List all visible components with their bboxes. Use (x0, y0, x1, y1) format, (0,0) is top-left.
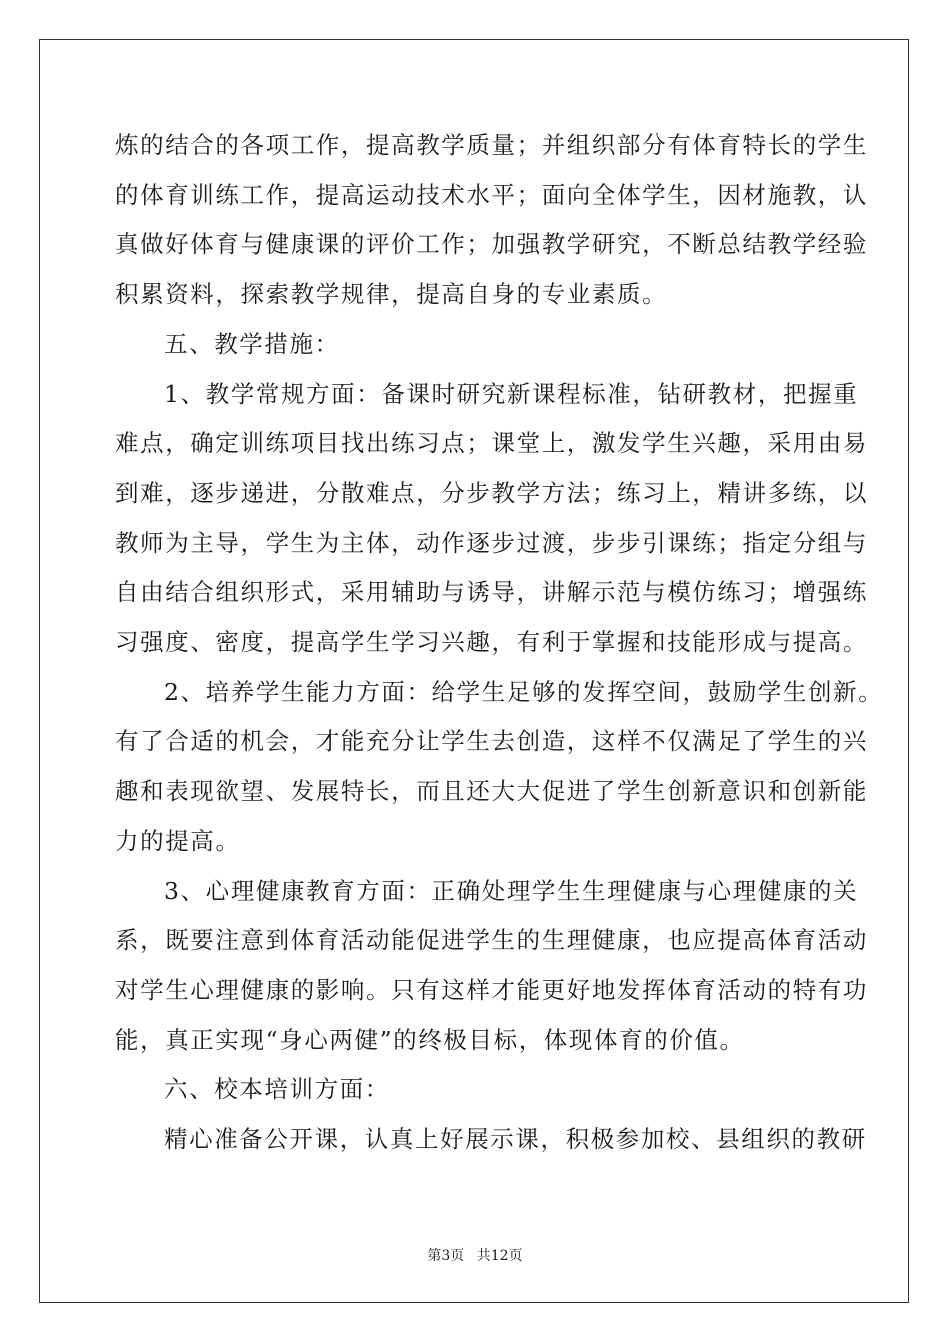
text-line: 趣和表现欲望、发展特长，而且还大大促进了学生创新意识和创新能 (115, 777, 868, 806)
text-line: 到难，逐步递进，分散难点，分步教学方法；练习上，精讲多练，以 (115, 478, 868, 507)
section-heading: 五、教学措施： (164, 329, 340, 358)
section-heading: 六、校本培训方面： (164, 1075, 390, 1104)
text-line: 有了合适的机会，才能充分让学生去创造，这样不仅满足了学生的兴 (115, 727, 868, 756)
page-number-total: 共12页 (476, 1248, 523, 1264)
text-line: 自由结合组织形式，采用辅助与诱导，讲解示范与模仿练习；增强练 (115, 578, 868, 607)
text-line: 积累资料，探索教学规律，提高自身的专业素质。 (115, 280, 668, 309)
text-line: 力的提高。 (115, 826, 241, 855)
text-line: 2、培养学生能力方面：给学生足够的发挥空间，鼓励学生创新。 (164, 677, 884, 706)
text-line: 系，既要注意到体育活动能促进学生的生理健康，也应提高体育活动 (115, 926, 868, 955)
text-line: 的体育训练工作，提高运动技术水平；面向全体学生，因材施教，认 (115, 180, 868, 209)
text-line: 1、教学常规方面：备课时研究新课程标准，钻研教材，把握重 (164, 379, 859, 408)
text-line: 炼的结合的各项工作，提高教学质量；并组织部分有体育特长的学生 (115, 131, 868, 159)
text-line: 习强度、密度，提高学生学习兴趣，有利于掌握和技能形成与提高。 (115, 628, 868, 656)
text-line: 能，真正实现“身心两健”的终极目标，体现体育的价值。 (115, 1025, 745, 1054)
text-line: 对学生心理健康的影响。只有这样才能更好地发挥体育活动的特有功 (115, 975, 868, 1004)
text-line: 精心准备公开课，认真上好展示课，积极参加校、县组织的教研 (164, 1125, 867, 1153)
text-line: 教师为主导，学生为主体，动作逐步过渡，步步引课练；指定分组与 (115, 528, 868, 557)
page-footer (0, 1246, 950, 1266)
text-line: 真做好体育与健康课的评价工作；加强教学研究，不断总结教学经验 (115, 230, 868, 259)
page-number-current: 第3页 (427, 1248, 465, 1264)
text-line: 3、心理健康教育方面：正确处理学生生理健康与心理健康的关 (164, 876, 859, 905)
text-line: 难点，确定训练项目找出练习点；课堂上，激发学生兴趣，采用由易 (115, 429, 868, 458)
